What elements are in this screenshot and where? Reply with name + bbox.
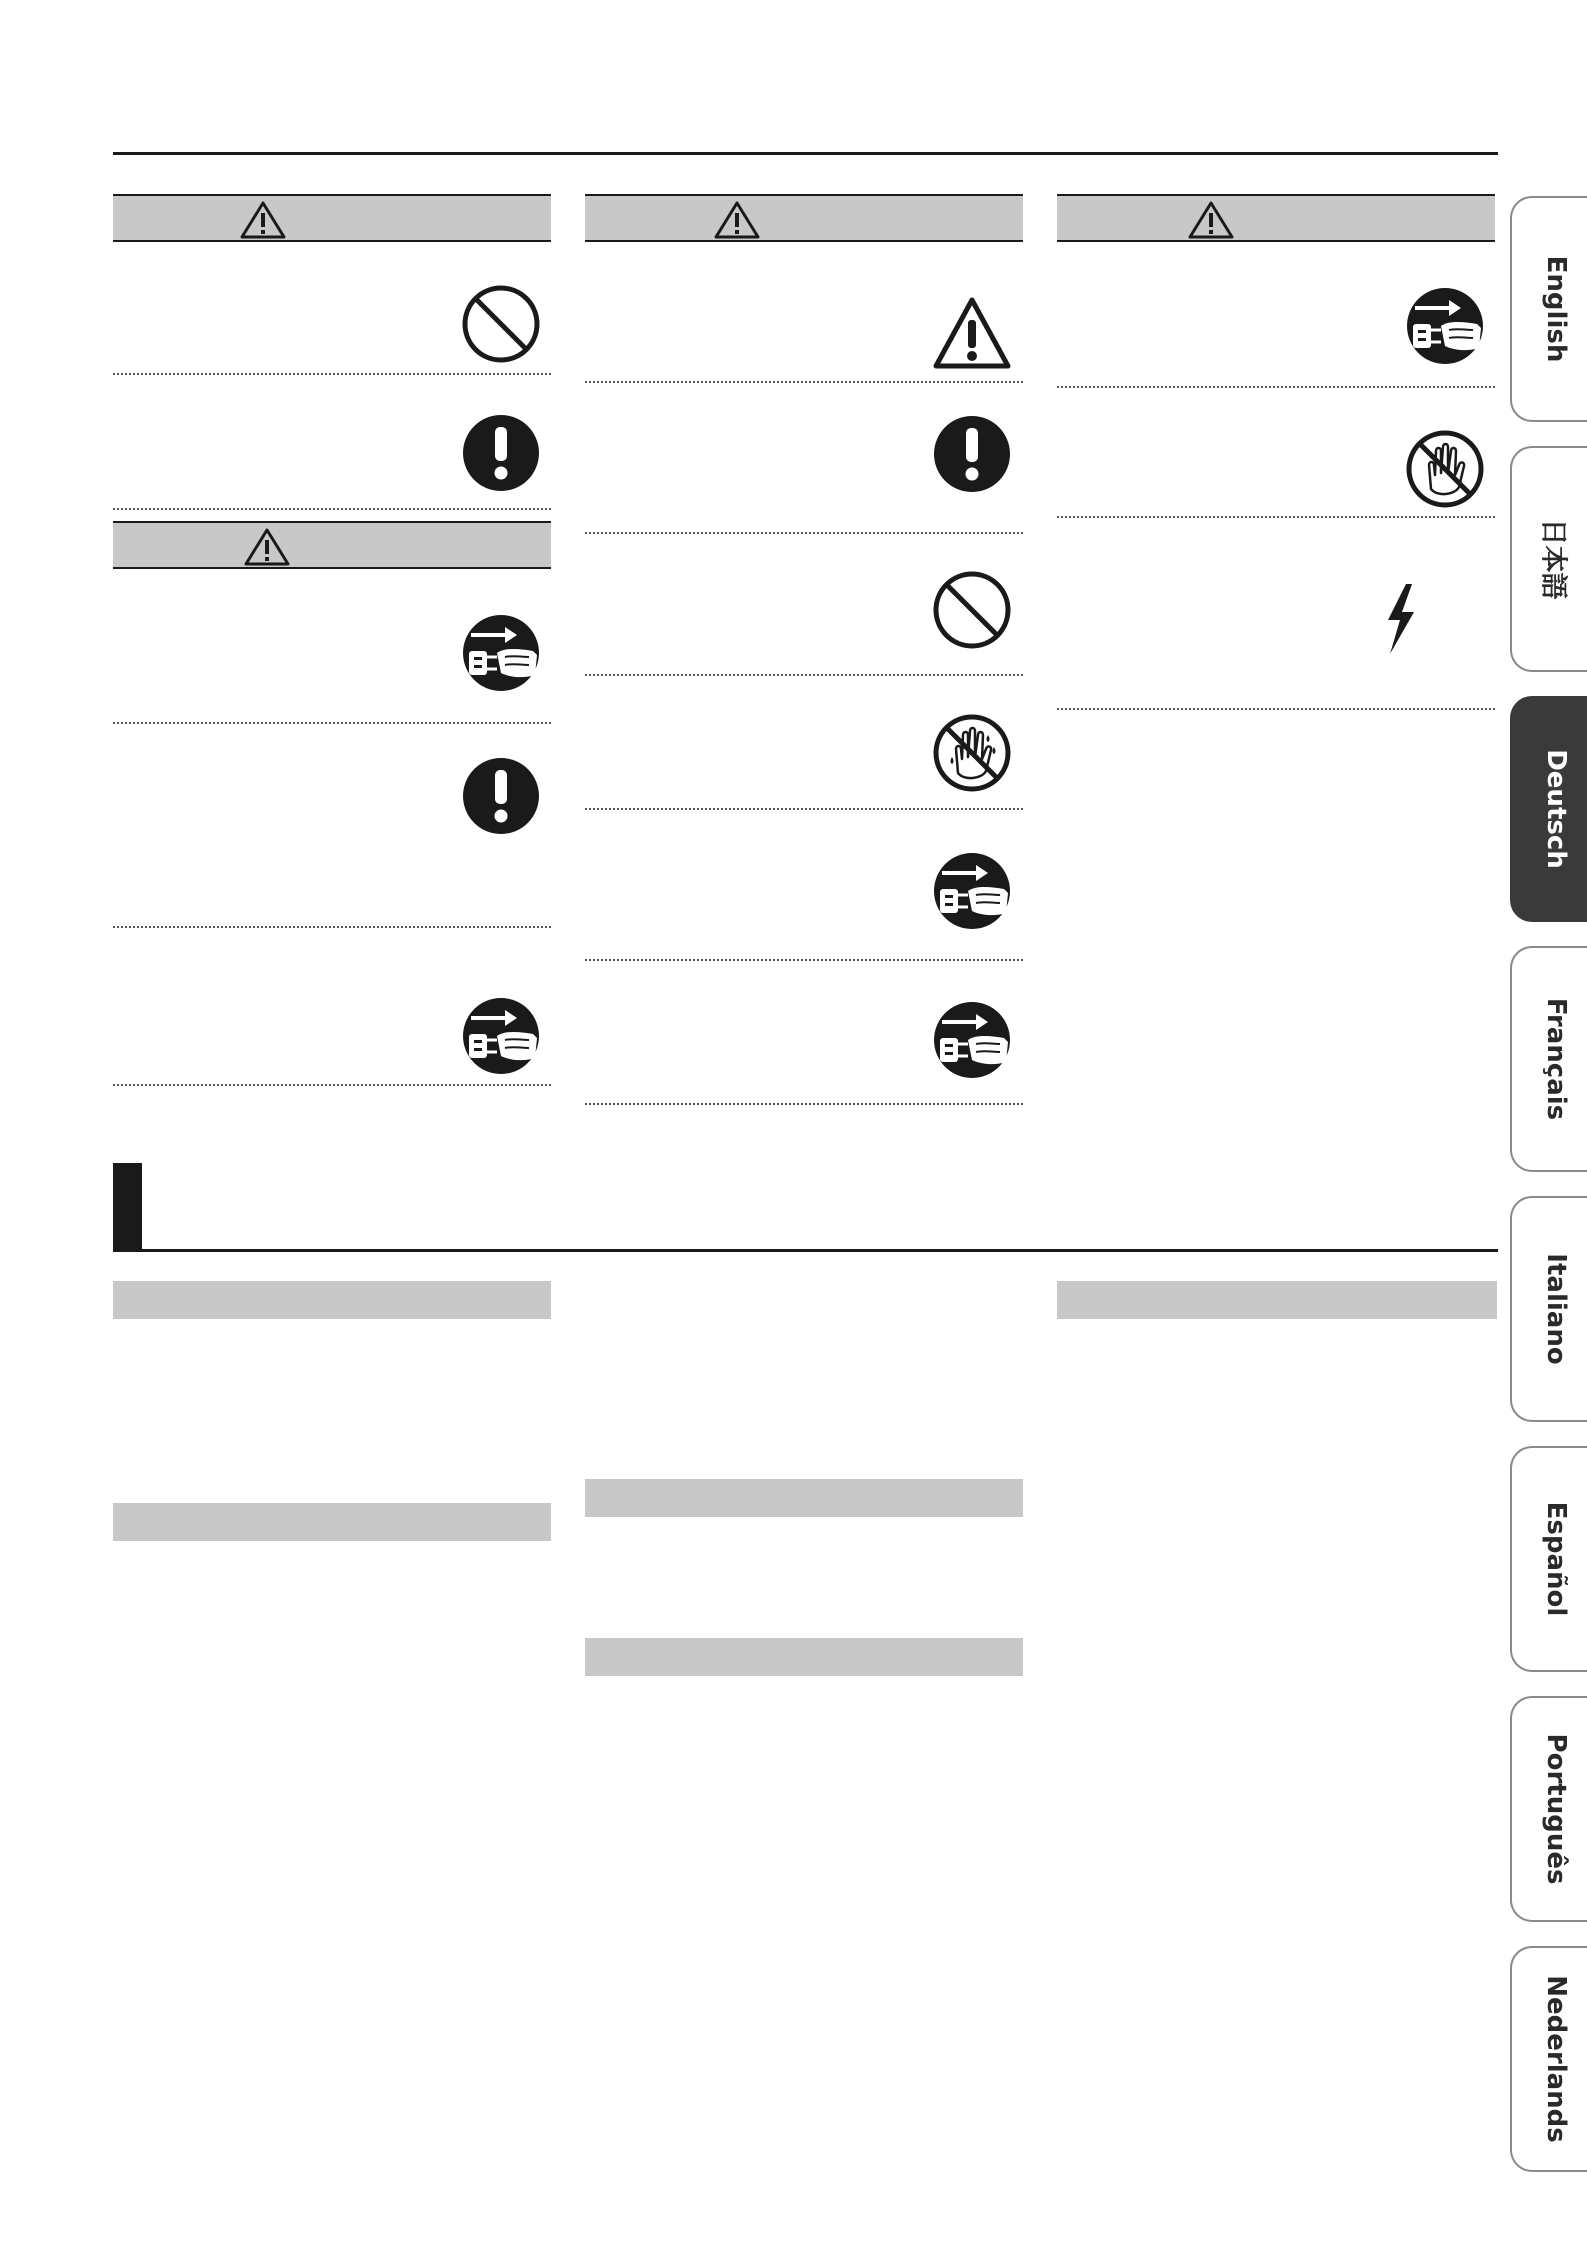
dotted-separator (585, 532, 1023, 534)
warning-header (113, 194, 551, 242)
warning-triangle-icon (713, 200, 761, 240)
dotted-separator (1057, 516, 1495, 518)
electric-shock-icon (1360, 578, 1440, 658)
tab-label: Deutsch (1541, 749, 1571, 869)
dotted-separator (585, 674, 1023, 676)
mandatory-exclamation-icon (461, 413, 541, 493)
unplug-icon (932, 1000, 1012, 1080)
mandatory-exclamation-icon (461, 756, 541, 836)
safety-column-right (1057, 0, 1495, 720)
tab-portugues[interactable] (1510, 1696, 1587, 1922)
prohibited-icon (932, 570, 1012, 650)
safety-column-left (113, 0, 551, 1100)
no-wet-hands-icon (932, 713, 1012, 793)
subsection-heading-bar (1057, 1281, 1497, 1319)
prohibited-icon (461, 284, 541, 364)
dotted-separator (113, 373, 551, 375)
dotted-separator (1057, 708, 1495, 710)
tab-espanol[interactable] (1510, 1446, 1587, 1672)
caution-header (585, 194, 1023, 242)
tab-label: Español (1541, 1501, 1571, 1617)
safety-column-middle (585, 0, 1023, 1110)
tab-nederlands[interactable] (1510, 1946, 1587, 2172)
dotted-separator (1057, 386, 1495, 388)
tab-label: Português (1541, 1733, 1571, 1885)
warning-triangle-icon (1187, 200, 1235, 240)
dotted-separator (585, 1103, 1023, 1105)
dotted-separator (585, 959, 1023, 961)
subsection-heading-bar (113, 1503, 551, 1541)
unplug-icon (461, 613, 541, 693)
mandatory-exclamation-icon (932, 414, 1012, 494)
tab-label: 日本語 (1537, 518, 1569, 600)
tab-label: English (1541, 255, 1571, 363)
tab-italiano[interactable] (1510, 1196, 1587, 1422)
warning-triangle-icon (243, 527, 291, 567)
unplug-icon (932, 851, 1012, 931)
caution-header (1057, 194, 1495, 242)
section-marker (113, 1163, 142, 1252)
tab-label: Français (1541, 997, 1571, 1121)
dotted-separator (113, 1084, 551, 1086)
warning-triangle-icon (239, 200, 287, 240)
dotted-separator (113, 926, 551, 928)
do-not-touch-icon (1405, 429, 1485, 509)
tab-english[interactable] (1510, 196, 1587, 422)
tab-deutsch[interactable] (1510, 696, 1587, 922)
unplug-icon (461, 996, 541, 1076)
subsection-heading-bar (585, 1479, 1023, 1517)
subsection-heading-bar (585, 1638, 1023, 1676)
tab-label: Italiano (1541, 1253, 1571, 1365)
section-rule (113, 1249, 1498, 1252)
dotted-separator (113, 722, 551, 724)
caution-header (113, 521, 551, 569)
tab-francais[interactable] (1510, 946, 1587, 1172)
subsection-heading-bar (113, 1281, 551, 1319)
caution-triangle-icon (932, 294, 1012, 374)
dotted-separator (113, 508, 551, 510)
unplug-icon (1405, 286, 1485, 366)
dotted-separator (585, 808, 1023, 810)
tab-japanese[interactable] (1510, 446, 1587, 672)
dotted-separator (585, 381, 1023, 383)
tab-label: Nederlands (1541, 1975, 1571, 2143)
